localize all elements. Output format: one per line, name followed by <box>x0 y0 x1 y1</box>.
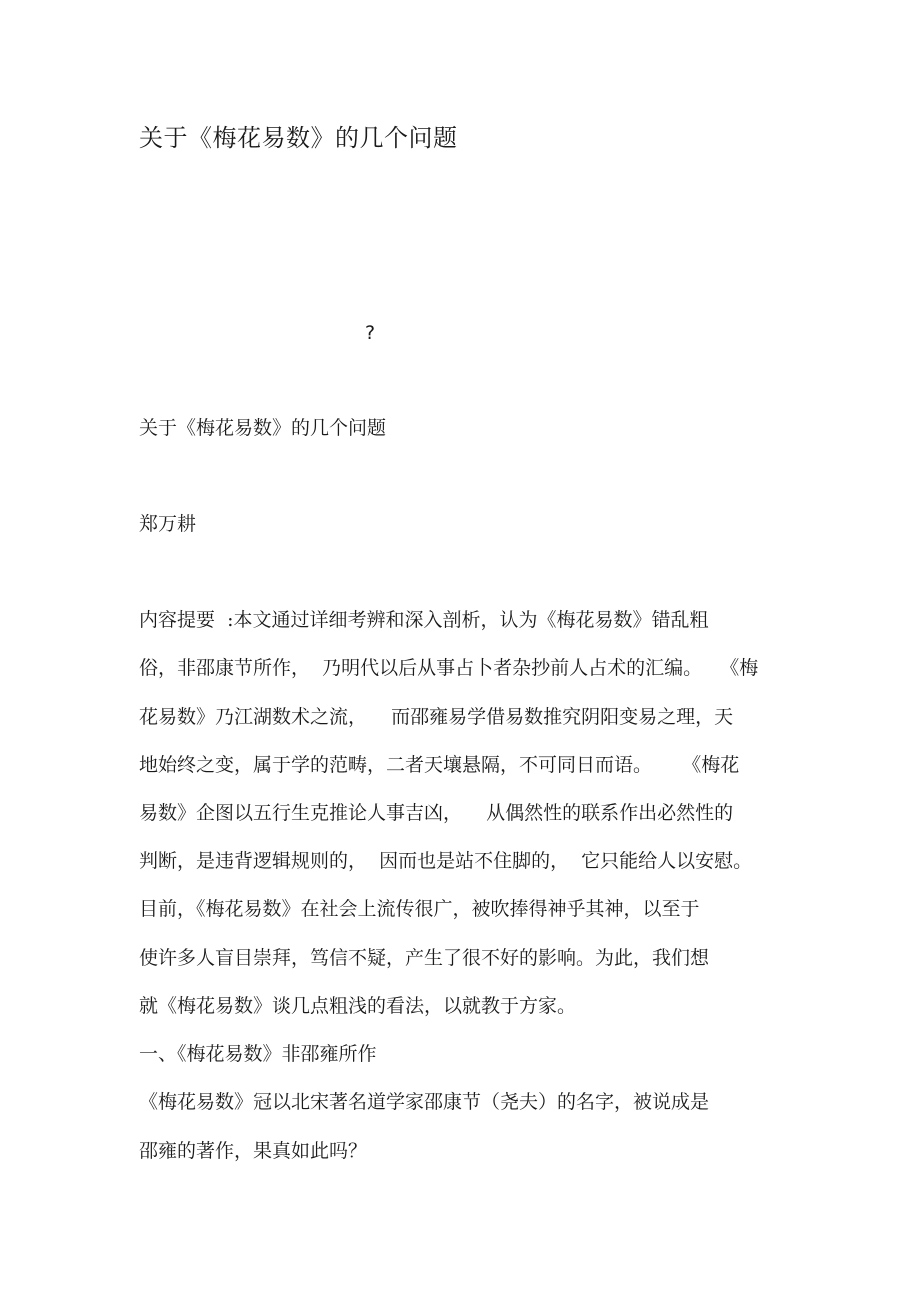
body-line: 地始终之变，属于学的范畴，二者天壤悬隔，不可同日而语。 《梅花 <box>139 754 740 776</box>
body-line: 花易数》乃江湖数术之流， 而邵雍易学借易数推究阴阳变易之理，天 <box>139 706 734 728</box>
author-name: 郑万耕 <box>139 513 197 535</box>
body-line: 目前，《梅花易数》在社会上流传很广，被吹捧得神乎其神，以至于 <box>139 898 700 920</box>
body-line: 《梅花易数》冠以北宋著名道学家邵康节（尧夫）的名字，被说成是 <box>139 1091 710 1113</box>
body-line: 内容提要 :本文通过详细考辨和深入剖析，认为《梅花易数》错乱粗 <box>139 609 709 631</box>
section-heading: 一、《梅花易数》非邵雍所作 <box>139 1043 377 1065</box>
document-title: 关于《梅花易数》的几个问题 <box>139 124 458 152</box>
body-line: 就《梅花易数》谈几点粗浅的看法，以就教于方家。 <box>139 995 577 1017</box>
body-line: 易数》企图以五行生克推论人事吉凶， 从偶然性的联系作出必然性的 <box>139 802 734 824</box>
body-line: 邵雍的著作，果真如此吗？ <box>139 1140 368 1162</box>
body-line: 判断，是违背逻辑规则的， 因而也是站不住脚的， 它只能给人以安慰。 <box>139 850 753 872</box>
article-subtitle: 关于《梅花易数》的几个问题 <box>139 417 387 439</box>
question-mark: ? <box>365 322 376 344</box>
body-line: 使许多人盲目崇拜，笃信不疑，产生了很不好的影响。为此，我们想 <box>139 947 710 969</box>
body-line: 俗，非邵康节所作， 乃明代以后从事占卜者杂抄前人占术的汇编。 《梅 <box>139 657 759 679</box>
